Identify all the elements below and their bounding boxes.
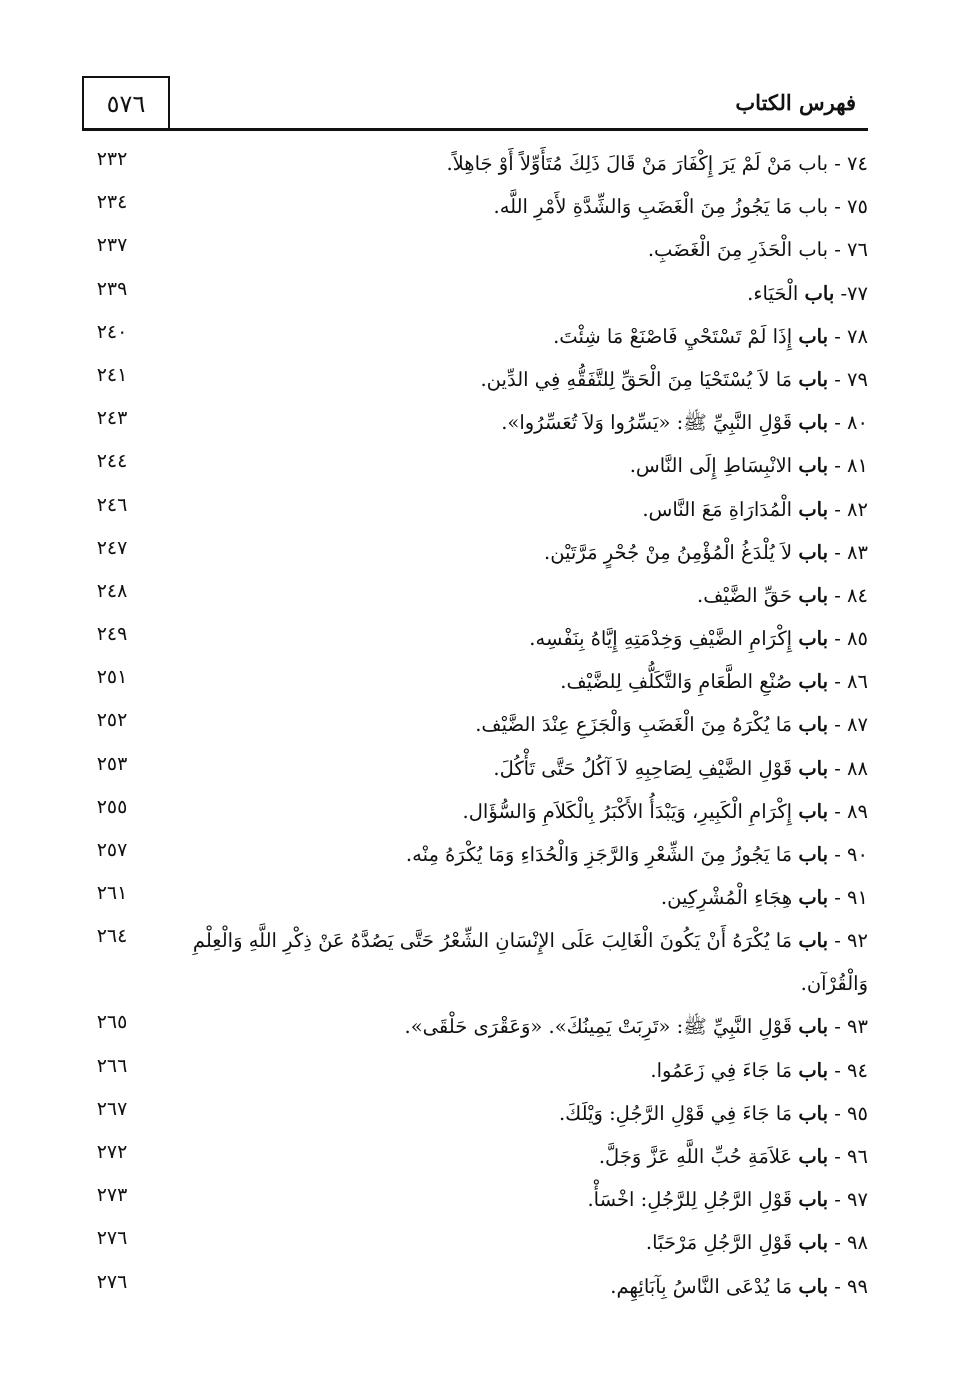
entry-keyword: باب xyxy=(798,756,829,780)
index-entry xyxy=(76,1135,868,1178)
entry-text: باب مَا يَجُوزُ مِنَ الْغَضَبِ وَالشِّدَّةِ لأَمْرِ اللَّه. xyxy=(493,195,829,219)
index-entry xyxy=(76,703,868,746)
index-entry xyxy=(76,1221,868,1264)
entry-text: قَوْلِ النَّبِيِّ ﷺ: «تَرِبَتْ يَمِينُكَ». «وَعَقْرَى حَلْقَى». xyxy=(404,1015,799,1039)
entry-title xyxy=(156,1178,868,1221)
entry-title xyxy=(156,228,868,271)
entry-title xyxy=(156,1005,868,1048)
entry-separator: - xyxy=(828,1058,848,1082)
index-entry xyxy=(76,401,868,444)
entry-page-number: ٢٤٧ xyxy=(96,536,128,559)
index-entry xyxy=(76,1005,868,1048)
entry-keyword: باب xyxy=(798,1015,829,1039)
entry-title xyxy=(156,142,868,185)
index-entry xyxy=(76,747,868,790)
entry-text: مَا يَجُوزُ مِنَ الشِّعْرِ وَالرَّجَزِ وَالْحُدَاءِ وَمَا يُكْرَهُ مِنْه. xyxy=(405,843,799,866)
index-entry xyxy=(76,488,868,531)
entry-text: صُنْعِ الطَّعَامِ وَالتَّكَلُّفِ لِلضَّيْف. xyxy=(560,670,799,694)
entry-number: ٧٥ xyxy=(847,195,868,219)
entry-keyword: باب xyxy=(798,497,829,521)
entry-keyword: باب xyxy=(798,627,829,651)
entry-number: ٨٧ xyxy=(847,713,868,737)
entry-number: ٩٣ xyxy=(847,1015,868,1039)
entry-keyword: باب xyxy=(798,929,829,953)
entry-separator: - xyxy=(828,1101,848,1125)
index-entry xyxy=(76,1265,868,1308)
entry-page-number: ٢٥١ xyxy=(96,666,128,689)
entry-separator: - xyxy=(828,886,848,910)
entry-keyword: باب xyxy=(798,1188,829,1212)
entry-number: ٩٧ xyxy=(847,1188,868,1212)
entry-title xyxy=(156,1092,868,1135)
entry-keyword: باب xyxy=(798,367,829,391)
entry-title xyxy=(156,919,868,1005)
entry-text: الانْبِسَاطِ إِلَى النَّاس. xyxy=(629,454,799,478)
entry-number: ٨٢ xyxy=(847,497,868,521)
entry-separator: - xyxy=(828,411,848,435)
entry-title xyxy=(156,574,868,617)
entry-text: قَوْلِ الرَّجُلِ لِلرَّجُلِ: اخْسَأْ. xyxy=(587,1188,799,1212)
entry-page-number: ٢٦١ xyxy=(96,882,128,905)
entry-text: إِذَا لَمْ تَسْتَحْيِ فَاصْنَعْ مَا شِئْتَ. xyxy=(553,324,799,348)
entry-page-number: ٢٤٤ xyxy=(96,450,128,473)
entry-text: هِجَاءِ الْمُشْرِكِين. xyxy=(660,886,799,910)
entry-keyword: باب xyxy=(798,454,829,478)
index-entry xyxy=(76,790,868,833)
entry-separator: - xyxy=(828,238,848,262)
entry-text: مَا يُكْرَهُ مِنَ الْغَضَبِ وَالْجَزَعِ عِنْدَ الضَّيْف. xyxy=(475,713,799,737)
entry-number: ٨٥ xyxy=(847,627,868,651)
entry-page-number: ٢٣٧ xyxy=(96,234,128,257)
index-entry xyxy=(76,660,868,703)
entry-separator: - xyxy=(828,497,848,521)
entry-separator: - xyxy=(828,367,848,391)
index-entry xyxy=(76,1092,868,1135)
entry-page-number: ٢٧٢ xyxy=(96,1140,128,1163)
entry-number: ٨٣ xyxy=(847,540,868,564)
entry-number: ٨٩ xyxy=(847,799,868,823)
entry-separator: - xyxy=(828,540,848,564)
entry-page-number: ٢٣٤ xyxy=(96,191,128,214)
entry-title xyxy=(156,1265,868,1308)
entry-number: ٨٠ xyxy=(847,411,868,435)
entry-keyword: باب xyxy=(798,540,829,564)
entry-title xyxy=(156,185,868,228)
index-entry xyxy=(76,142,868,185)
entry-title xyxy=(156,531,868,574)
entry-page-number: ٢٤٩ xyxy=(96,623,128,646)
entry-keyword: باب xyxy=(798,713,829,737)
header-title: فهرس الكتاب xyxy=(735,90,856,115)
entry-separator: - xyxy=(828,1015,848,1039)
entry-number: ٨٨ xyxy=(847,756,868,780)
entry-page-number: ٢٤١ xyxy=(96,363,128,386)
entry-page-number: ٢٣٢ xyxy=(96,148,128,170)
entry-title xyxy=(156,444,868,487)
index-entry xyxy=(76,315,868,358)
entry-page-number: ٢٥٢ xyxy=(96,709,128,732)
index-entry xyxy=(76,876,868,919)
index-list xyxy=(76,142,868,1308)
entry-text: قَوْلِ الرَّجُلِ مَرْحَبًا. xyxy=(645,1231,799,1255)
entry-page-number: ٢٥٥ xyxy=(96,795,128,818)
entry-number: ٩١ xyxy=(847,886,868,910)
page-number: ٥٧٦ xyxy=(106,90,146,118)
entry-page-number: ٢٦٧ xyxy=(96,1097,128,1120)
index-entry xyxy=(76,833,868,876)
index-entry xyxy=(76,444,868,487)
entry-page-number: ٢٥٧ xyxy=(96,839,128,861)
entry-text: حَقِّ الضَّيْف. xyxy=(697,583,799,607)
entry-separator: - xyxy=(828,454,848,478)
entry-keyword: باب xyxy=(798,324,829,348)
entry-text: لاَ يُلْدَغُ الْمُؤْمِنُ مِنْ جُحْرٍ مَرَّتَيْن. xyxy=(544,540,799,564)
entry-keyword: باب xyxy=(798,843,829,866)
entry-separator: - xyxy=(828,583,848,607)
entry-page-number: ٢٦٦ xyxy=(96,1054,128,1077)
entry-text: مَا يُكْرَهُ أَنْ يَكُونَ الْغَالِبَ عَلَى الإِنْسَانِ الشِّعْرُ حَتَّى يَصُدَّهُ عَنْ ذِكْرِ اللَّهِ وَالْعِلْمِ وَالْقُرْآن. xyxy=(192,929,868,996)
entry-keyword: باب xyxy=(798,1101,829,1125)
entry-keyword: باب xyxy=(798,1274,829,1298)
entry-keyword: باب xyxy=(798,1231,829,1255)
entry-title xyxy=(156,358,868,401)
entry-number: ٧٩ xyxy=(847,367,868,391)
entry-number: ٩٩ xyxy=(847,1274,868,1298)
entry-title xyxy=(156,1221,868,1264)
entry-separator: - xyxy=(828,799,848,823)
entry-text: إِكْرَامِ الْكَبِيرِ، وَيَبْدَأُ الأَكْبَرُ بِالْكَلاَمِ وَالسُّؤَال. xyxy=(462,799,799,823)
entry-keyword: باب xyxy=(798,886,829,910)
entry-number: ٩٨ xyxy=(847,1231,868,1255)
entry-title xyxy=(156,660,868,703)
entry-page-number: ٢٣٩ xyxy=(96,277,128,300)
entry-separator: - xyxy=(828,1231,848,1255)
entry-number: ٧٧ xyxy=(847,281,868,305)
entry-title xyxy=(156,315,868,358)
entry-title xyxy=(156,617,868,660)
entry-text: الْمُدَارَاةِ مَعَ النَّاس. xyxy=(642,497,799,521)
index-entry xyxy=(76,1049,868,1092)
entry-number: ٩٥ xyxy=(847,1101,868,1125)
entry-title xyxy=(156,790,868,833)
entry-number: ٩٢ xyxy=(847,929,868,953)
page-header xyxy=(82,76,868,130)
entry-title xyxy=(156,272,868,315)
entry-separator: - xyxy=(828,152,848,175)
entry-number: ٨٤ xyxy=(847,583,868,607)
entry-number: ٨١ xyxy=(847,454,868,478)
entry-title xyxy=(156,401,868,444)
entry-text: مَا يُدْعَى النَّاسُ بِآبَائِهِم. xyxy=(610,1274,799,1298)
entry-text: باب مَنْ لَمْ يَرَ إِكْفَارَ مَنْ قَالَ ذَلِكَ مُتَأَوِّلاً أَوْ جَاهِلاً. xyxy=(446,152,829,175)
header-rule xyxy=(82,128,868,131)
entry-title xyxy=(156,488,868,531)
index-entry xyxy=(76,919,868,1005)
entry-title xyxy=(156,747,868,790)
entry-separator: - xyxy=(828,1188,848,1212)
entry-separator: - xyxy=(828,929,848,953)
entry-separator: - xyxy=(834,281,848,305)
entry-text: عَلاَمَةِ حُبِّ اللَّهِ عَزَّ وَجَلَّ. xyxy=(598,1144,799,1168)
entry-page-number: ٢٧٦ xyxy=(96,1270,128,1293)
index-entry xyxy=(76,574,868,617)
entry-page-number: ٢٤٦ xyxy=(96,493,128,516)
entry-keyword: باب xyxy=(798,1144,829,1168)
entry-separator: - xyxy=(828,1274,848,1298)
index-entry xyxy=(76,228,868,271)
entry-text: مَا لاَ يُسْتَحْيَا مِنَ الْحَقِّ لِلتَّفَقُّهِ فِي الدِّين. xyxy=(480,367,799,391)
entry-text: الْحَيَاء. xyxy=(747,281,805,305)
entry-title xyxy=(156,1135,868,1178)
entry-page-number: ٢٤٠ xyxy=(96,320,128,343)
entry-keyword: باب xyxy=(804,281,835,305)
page-number-box xyxy=(82,76,170,130)
entry-separator: - xyxy=(828,324,848,348)
entry-separator: - xyxy=(828,756,848,780)
entry-separator: - xyxy=(828,670,848,694)
entry-page-number: ٢٦٤ xyxy=(96,925,128,948)
entry-keyword: باب xyxy=(798,670,829,694)
index-entry xyxy=(76,358,868,401)
index-entry xyxy=(76,272,868,315)
entry-page-number: ٢٤٣ xyxy=(96,407,128,430)
entry-title xyxy=(156,833,868,876)
entry-separator: - xyxy=(828,713,848,737)
entry-title xyxy=(156,876,868,919)
entry-text: قَوْلِ النَّبِيِّ ﷺ: «يَسِّرُوا وَلاَ تُعَسِّرُوا». xyxy=(501,411,799,435)
entry-page-number: ٢٤٨ xyxy=(96,579,128,602)
index-entry xyxy=(76,531,868,574)
entry-text: مَا جَاءَ فِي زَعَمُوا. xyxy=(650,1058,799,1082)
entry-number: ٧٦ xyxy=(847,238,868,262)
entry-number: ٧٨ xyxy=(847,324,868,348)
entry-number: ٩٠ xyxy=(847,843,868,866)
entry-number: ٨٦ xyxy=(847,670,868,694)
entry-keyword: باب xyxy=(798,411,829,435)
entry-text: مَا جَاءَ فِي قَوْلِ الرَّجُلِ: وَيْلَكَ. xyxy=(558,1101,799,1125)
entry-text: إِكْرَامِ الضَّيْفِ وَخِدْمَتِهِ إِيَّاهُ بِنَفْسِه. xyxy=(529,627,799,651)
index-entry xyxy=(76,617,868,660)
entry-text: باب الْحَذَرِ مِنَ الْغَضَبِ. xyxy=(647,238,829,262)
entry-number: ٩٦ xyxy=(847,1144,868,1168)
entry-separator: - xyxy=(828,627,848,651)
entry-number: ٩٤ xyxy=(847,1058,868,1082)
entry-keyword: باب xyxy=(798,583,829,607)
index-entry xyxy=(76,185,868,228)
index-entry xyxy=(76,1178,868,1221)
entry-title xyxy=(156,703,868,746)
entry-title xyxy=(156,1049,868,1092)
entry-number: ٧٤ xyxy=(847,152,868,175)
entry-separator: - xyxy=(828,843,848,866)
entry-keyword: باب xyxy=(798,1058,829,1082)
entry-page-number: ٢٧٦ xyxy=(96,1227,128,1250)
entry-page-number: ٢٦٥ xyxy=(96,1011,128,1034)
entry-separator: - xyxy=(828,1144,848,1168)
entry-page-number: ٢٥٣ xyxy=(96,752,128,775)
entry-keyword: باب xyxy=(798,799,829,823)
entry-page-number: ٢٧٣ xyxy=(96,1184,128,1207)
entry-text: قَوْلِ الضَّيْفِ لِصَاحِبِهِ لاَ آكُلُ حَتَّى تَأْكُلَ. xyxy=(493,756,799,780)
entry-separator: - xyxy=(828,195,848,219)
